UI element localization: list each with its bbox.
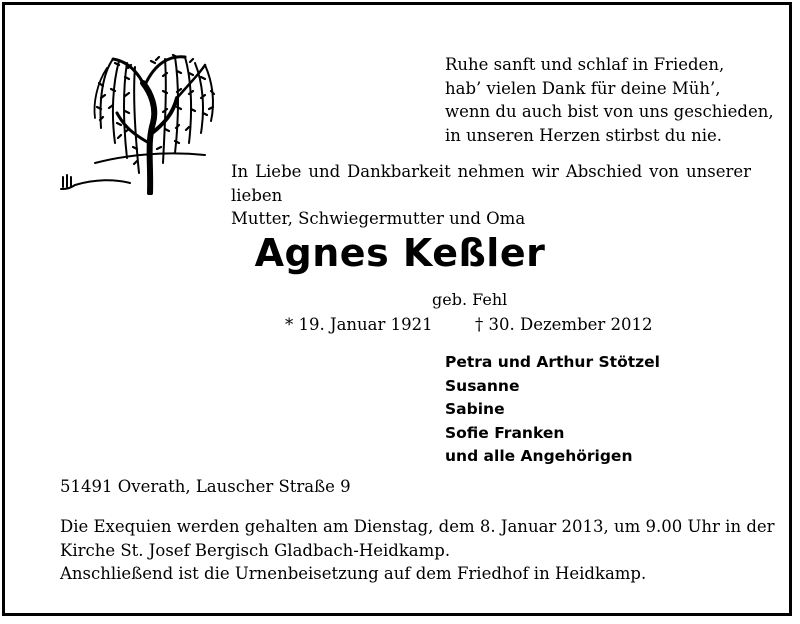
service-line: Kirche St. Josef Bergisch Gladbach-Heidkamp.: [60, 540, 451, 560]
poem-line: wenn du auch bist von uns geschieden,: [445, 102, 774, 121]
address: 51491 Overath, Lauscher Straße 9: [60, 477, 351, 496]
poem-line: Ruhe sanft und schlaf in Frieden,: [445, 55, 725, 74]
service-info: [60, 515, 775, 586]
obituary-notice: [2, 2, 792, 616]
death-date: † 30. Dezember 2012: [475, 315, 653, 334]
intro-text: [231, 160, 751, 231]
poem-line: hab’ vielen Dank für deine Müh’,: [445, 78, 721, 98]
family-member: Susanne: [445, 376, 520, 395]
family-member: und alle Angehörigen: [445, 447, 633, 465]
intro-line: In Liebe und Dankbarkeit nehmen wir Abschied von unserer lieben: [231, 162, 751, 205]
family-list: [445, 351, 660, 469]
birth-date: * 19. Januar 1921: [285, 315, 433, 334]
birth-name: geb. Fehl: [432, 290, 508, 309]
family-member: Sofie Franken: [445, 423, 565, 442]
service-line: Die Exequien werden gehalten am Dienstag, dem 8. Januar 2013, um 9.00 Uhr in der: [60, 517, 775, 536]
deceased-name: Agnes Keßler: [254, 231, 546, 275]
weeping-willow-icon: [55, 43, 225, 195]
poem: [445, 53, 774, 147]
poem-line: in unseren Herzen stirbst du nie.: [445, 125, 723, 145]
family-member: Petra und Arthur Stötzel: [445, 353, 660, 371]
family-member: Sabine: [445, 400, 505, 418]
service-line: Anschließend ist die Urnenbeisetzung auf dem Friedhof in Heidkamp.: [60, 564, 647, 583]
intro-line: Mutter, Schwiegermutter und Oma: [231, 209, 526, 228]
